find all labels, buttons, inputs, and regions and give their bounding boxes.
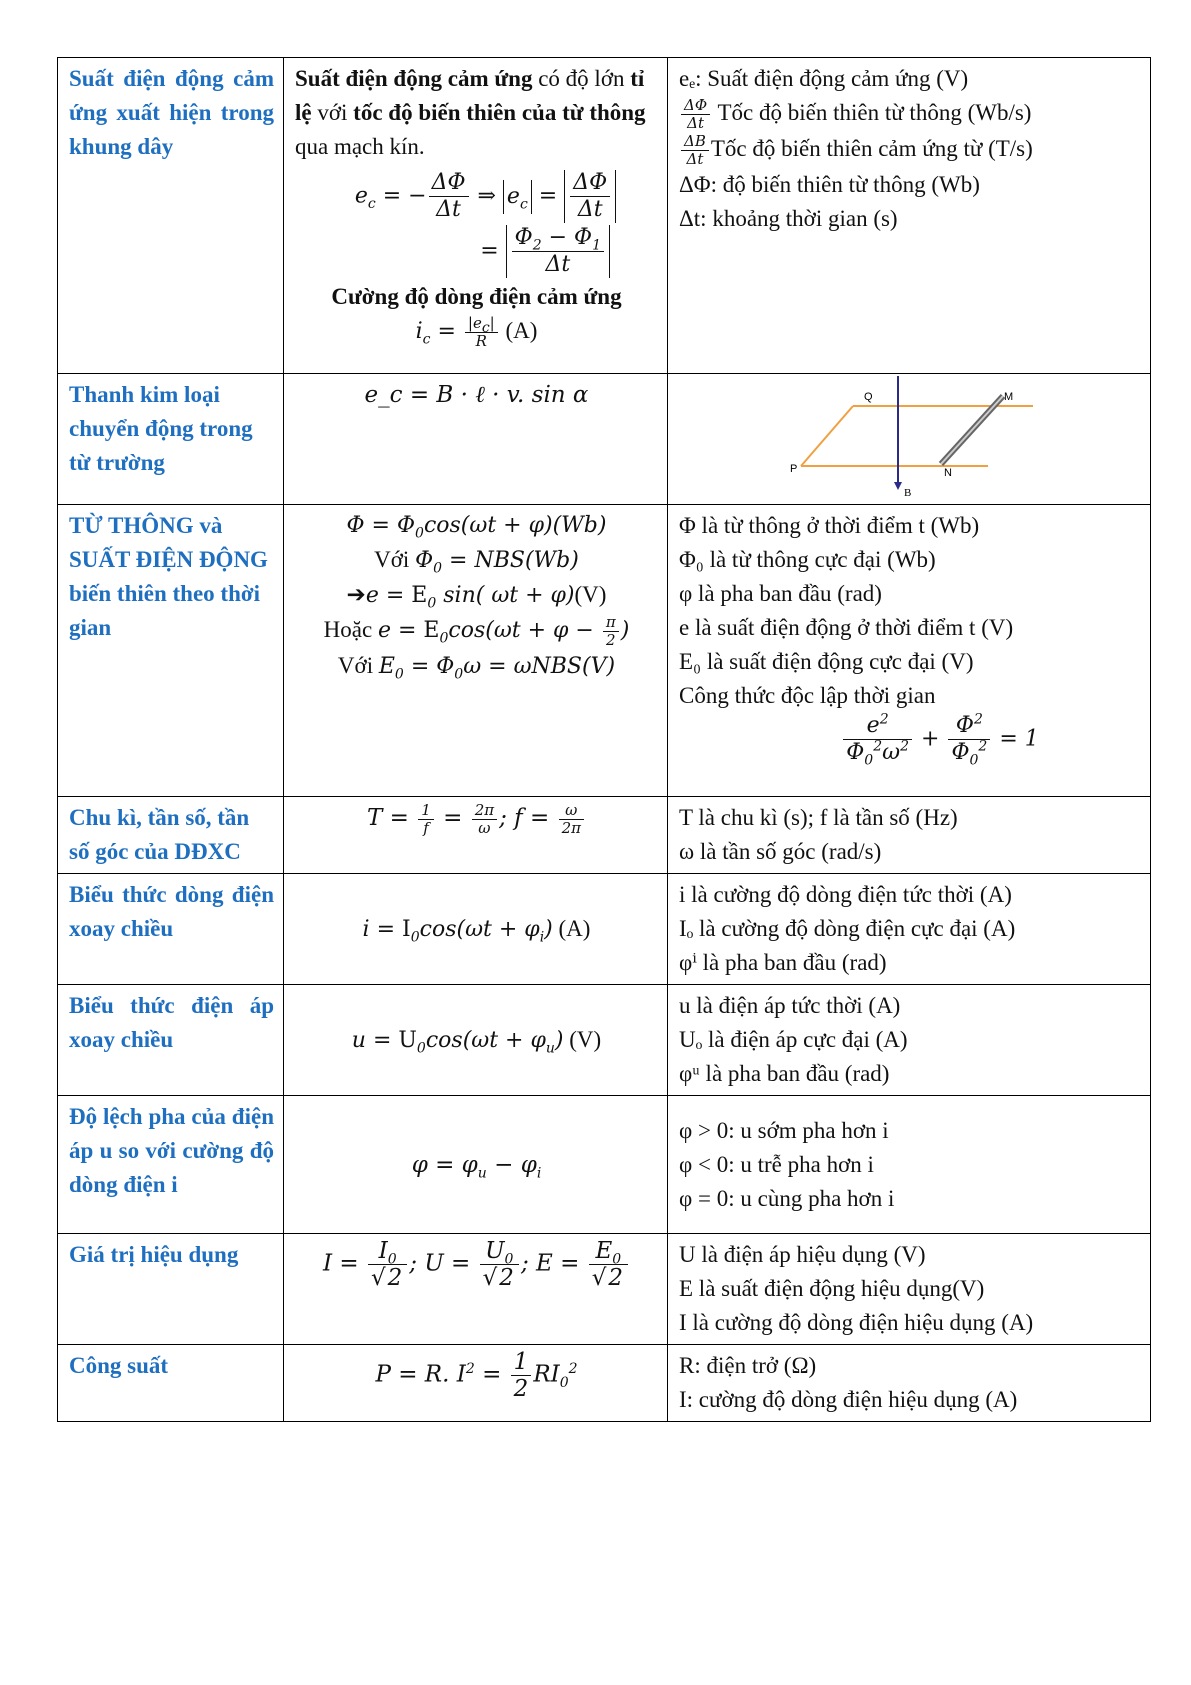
rail-diagram [668,374,1151,505]
note-line: φ < 0: u trễ pha hơn i [679,1151,874,1177]
note-line: I: cường độ dòng điện hiệu dụng (A) [679,1387,1018,1412]
table-row [58,874,1151,985]
induced-emf-statement: Suất điện động cảm ứng có độ lớn tỉ lệ với tốc độ biến thiên của từ thông qua mạch kín. [295,66,646,159]
table-row [58,985,1151,1096]
row-formula [284,505,668,797]
label-q: Q [864,391,873,403]
rail-diagram-svg [668,374,1151,504]
row-topic: TỪ THÔNG và SUẤT ĐIỆN ĐỘNG biến thiên theo thời gian [58,505,284,797]
note-line: E₀ là suất điện động cực đại (V) [679,649,974,674]
note-line: Φ là từ thông ở thời điểm t (Wb) [679,513,980,538]
note-line: φ là pha ban đầu (rad) [679,581,882,606]
row-topic: Biểu thức điện áp xoay chiều [58,985,284,1096]
independent-formula: $\frac{e^2}{\Phi_0^2\omega^2}$ + $\frac{\Phi^2}{\Phi_0^2}$ = 1 [679,713,1141,766]
note-line: ω là tần số góc (rad/s) [679,839,882,864]
formula-table [57,57,1151,1422]
table-row [58,797,1151,874]
row-notes [668,985,1151,1096]
note-line: u là điện áp tức thời (A) [679,993,901,1018]
note-line: eₑ: Suất điện động cảm ứng (V) [679,66,969,91]
note-line: φ > 0: u sớm pha hơn i [679,1117,889,1143]
row-topic: Suất điện động cảm ứng xuất hiện trong khung dây [58,58,284,374]
table-row [58,505,1151,797]
row-formula: $u = U_0\cos(\omega t + \varphi_u)$ (V) [284,985,668,1096]
label-m: M [1004,391,1014,403]
note-line: Công thức độc lập thời gian [679,683,936,708]
note-line: $\frac{\Delta\Phi}{\Delta t}$ Tốc độ biến thiên từ thông (Wb/s) [679,96,1141,132]
current-formula: $i_c$ = $\frac{|e_c|}{R}$ (A) [415,313,538,350]
note-line: E là suất điện động hiệu dụng(V) [679,1276,985,1301]
row-topic: Chu kì, tần số, tần số góc của DĐXC [58,797,284,874]
row-notes [668,1234,1151,1345]
row-notes [668,505,1151,797]
row-notes [668,58,1151,374]
table-row [58,1345,1151,1422]
emf-cos-formula: Hoặc $e = E_0\cos(\omega t + \varphi$ − $\frac{\pi}{2}$ ) [323,612,630,649]
row-formula: $i = I_0\cos(\omega t + \varphi_i)$ (A) [284,874,668,985]
note-line: U là điện áp hiệu dụng (V) [679,1242,926,1267]
note-line: φ = 0: u cùng pha hơn i [679,1185,895,1211]
table-row [58,374,1151,505]
note-line: $\frac{\Delta B}{\Delta t}$ Tốc độ biến thiên cảm ứng từ (T/s) [679,132,1141,168]
note-line: R: điện trở (Ω) [679,1353,817,1378]
row-topic: Biểu thức dòng điện xoay chiều [58,874,284,985]
row-topic: Giá trị hiệu dụng [58,1234,284,1345]
note-line: φᵘ là pha ban đầu (rad) [679,1061,890,1086]
note-line: Δt: khoảng thời gian (s) [679,206,898,232]
label-p: P [790,463,798,475]
row-topic: Công suất [58,1345,284,1422]
emf-sin-formula: ➔e = $E_0$ sin( ωt + φ)(V) [346,582,607,612]
note-line: ΔΦ: độ biến thiên từ thông (Wb) [679,172,980,198]
table-row [58,1234,1151,1345]
note-line: I là cường độ dòng điện hiệu dụng (A) [679,1310,1034,1335]
flux-max-formula: Với $\Phi_0 = NBS(Wb)$ [374,547,579,577]
row-formula: P = R. $I^2$ = $\frac{1}{2}$ $RI_0^2$ [284,1345,668,1422]
label-n: N [944,467,952,479]
note-line: T là chu kì (s); f là tần số (Hz) [679,805,958,830]
note-line: φⁱ là pha ban đầu (rad) [679,950,887,975]
note-line: Uₒ là điện áp cực đại (A) [679,1027,908,1052]
row-formula: $\varphi = \varphi_u - \varphi_i$ [284,1096,668,1234]
table-row [58,58,1151,374]
row-formula: I = $\frac{I_0}{√2}$ ; U = $\frac{U_0}{√2}$ ; E = $\frac{E_0}{√2}$ [284,1234,668,1345]
note-line: i là cường độ dòng điện tức thời (A) [679,882,1012,907]
row-notes [668,874,1151,985]
row-formula: e_c = B · ℓ · v. sin α [284,374,668,505]
label-b: B [904,487,912,499]
faraday-formula-2: = $\frac{\Phi_2 - \Phi_1}{\Delta t}$ [295,225,658,278]
note-line: Φ₀ là từ thông cực đại (Wb) [679,547,936,572]
emf-max-formula: Với $E_0 = \Phi_0\omega = \omega NBS(V)$ [337,652,616,682]
note-line: Iₒ là cường độ dòng điện cực đại (A) [679,916,1016,941]
row-notes [668,1096,1151,1234]
faraday-formula: $e_c$ = − $\frac{\Delta\Phi}{\Delta t}$ ⇒ $e_c$ = $\frac{\Delta\Phi}{\Delta t}$ [295,170,658,223]
row-topic: Độ lệch pha của điện áp u so với cường độ dòng điện i [58,1096,284,1234]
row-notes [668,1345,1151,1422]
current-heading: Cường độ dòng điện cảm ứng [331,284,622,309]
row-formula [284,58,668,374]
flux-formula: $\Phi = \Phi_0\cos(\omega t + \varphi)(Wb)$ [346,513,607,542]
row-formula: T = $\frac{1}{f}$ = $\frac{2\pi}{\omega}$ ; f = $\frac{\omega}{2\pi}$ [284,797,668,874]
row-topic: Thanh kim loại chuyển động trong từ trường [58,374,284,505]
note-line: e là suất điện động ở thời điểm t (V) [679,615,1014,640]
table-row [58,1096,1151,1234]
row-notes [668,797,1151,874]
